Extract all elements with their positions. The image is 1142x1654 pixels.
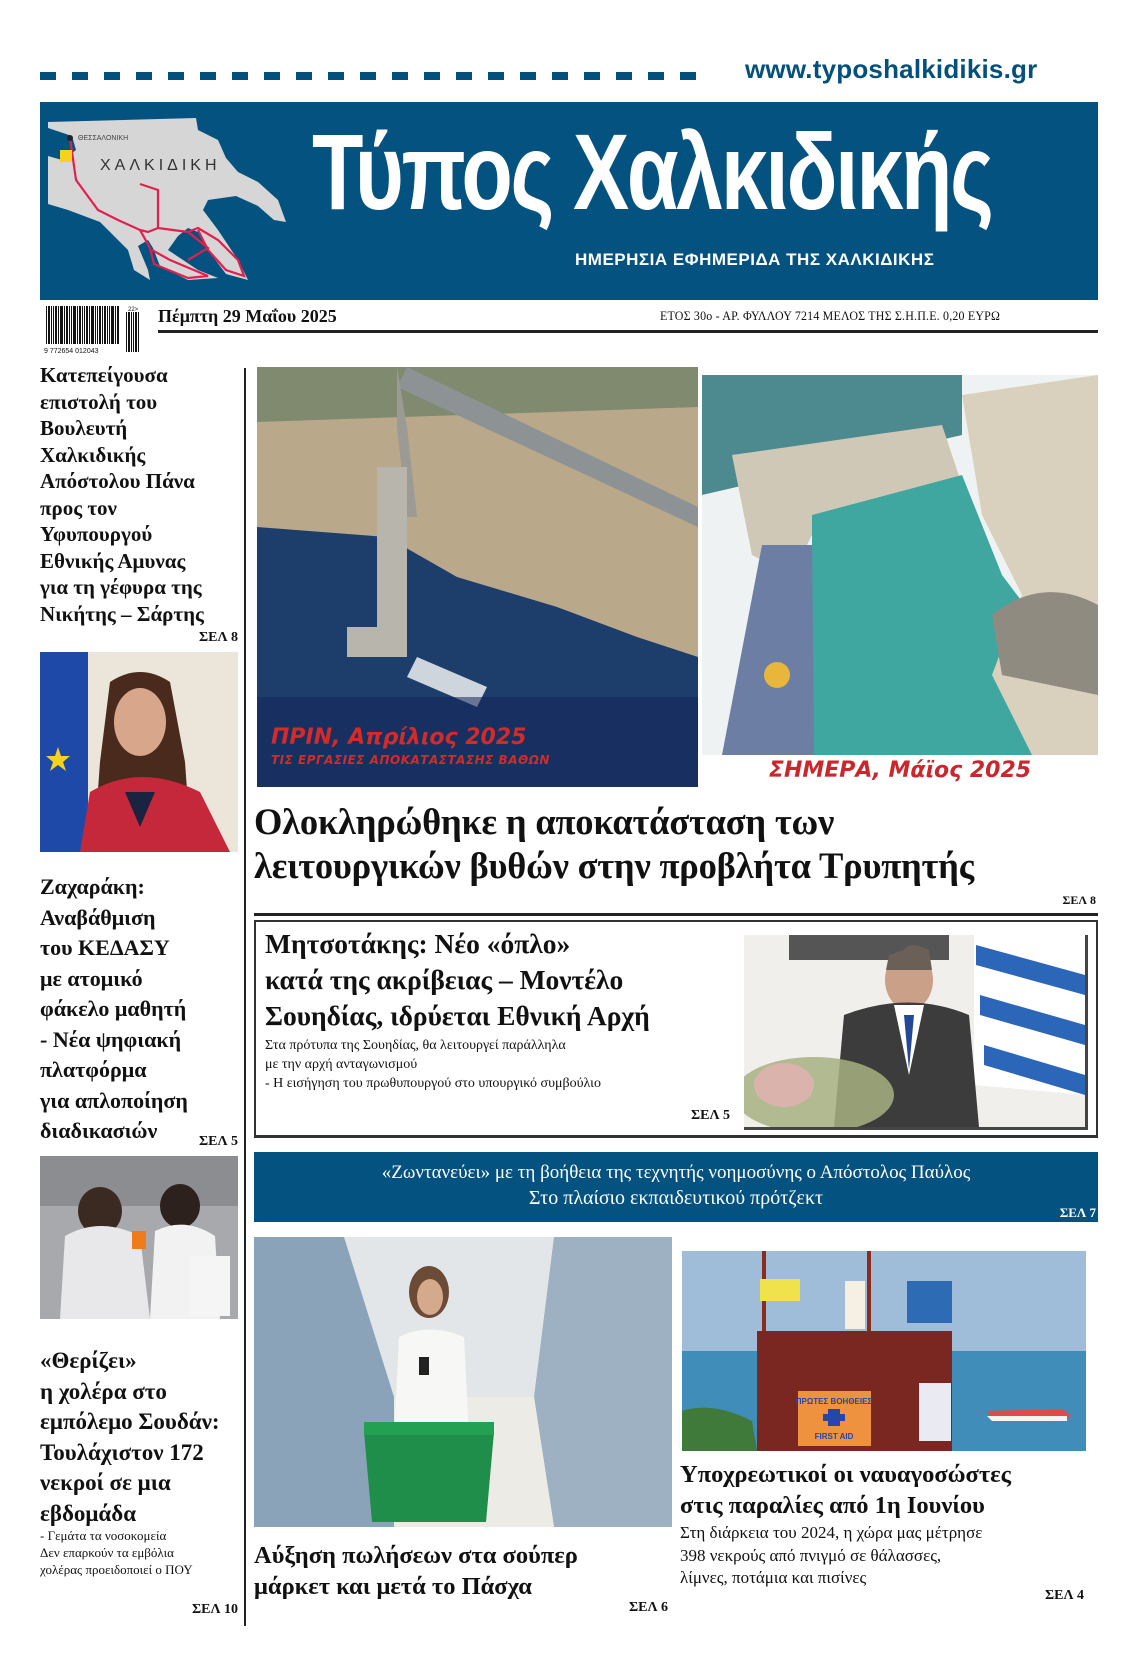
column-divider bbox=[244, 368, 246, 1626]
svg-text:ΠΡΙΝ, Απρίλιος 2025: ΠΡΙΝ, Απρίλιος 2025 bbox=[271, 725, 527, 750]
headline-line: η χολέρα στο bbox=[40, 1378, 167, 1404]
body-line: Στα πρότυπα της Σουηδίας, θα λειτουργεί παράλληλα bbox=[265, 1038, 566, 1053]
issue-info: ΕΤΟΣ 30ο - ΑΡ. ΦΥΛΛΟΥ 7214 ΜΕΛΟΣ ΤΗΣ Σ.Η.Π.Ε. 0,20 ΕΥΡΩ bbox=[660, 308, 1001, 323]
subline: χολέρας προειδοποιεί ο ΠΟΥ bbox=[40, 1562, 193, 1577]
page-ref: ΣΕΛ 7 bbox=[1059, 1205, 1096, 1220]
svg-text:FIRST AID: FIRST AID bbox=[814, 1432, 854, 1441]
headline-line: για απλοποίηση bbox=[40, 1087, 188, 1113]
svg-text:ΧΑΛΚΙΔΙΚΗ: ΧΑΛΚΙΔΙΚΗ bbox=[100, 157, 221, 174]
headline-line: φάκελο μαθητή bbox=[40, 996, 187, 1021]
lead-headline[interactable] bbox=[254, 800, 1098, 888]
headline-line: διαδικασιών bbox=[40, 1118, 158, 1143]
headline-line: προς τον bbox=[40, 495, 117, 520]
headline-line: στις παραλίες από 1η Ιουνίου bbox=[680, 1492, 985, 1519]
subline: - Γεμάτα τα νοσοκομεία bbox=[40, 1528, 167, 1543]
svg-text:9 772654 012043: 9 772654 012043 bbox=[44, 348, 99, 354]
photo-pier-after bbox=[702, 375, 1098, 755]
decorative-dashed-rule bbox=[40, 72, 740, 82]
lifeguard-headline[interactable] bbox=[680, 1459, 1100, 1521]
headline-line: κατά της ακρίβειας – Μοντέλο bbox=[265, 964, 624, 995]
headline-line: πλατφόρμα bbox=[40, 1057, 147, 1082]
headline-line: Νικήτης – Σάρτης bbox=[40, 601, 204, 626]
barcode bbox=[44, 306, 152, 354]
page-ref: ΣΕΛ 4 bbox=[1044, 1588, 1084, 1603]
headline-line: - Νέα ψηφιακή bbox=[40, 1026, 182, 1052]
headline-line: Ολοκληρώθηκε η αποκατάσταση των bbox=[254, 801, 835, 842]
website-link[interactable]: www.typoshalkidikis.gr bbox=[745, 54, 1038, 84]
dateline-rule bbox=[158, 330, 1098, 333]
headline-line: Μητσοτάκης: Νέο «όπλο» bbox=[265, 928, 571, 959]
svg-text:ΠΡΩΤΕΣ ΒΟΗΘΕΙΕΣ: ΠΡΩΤΕΣ ΒΟΗΘΕΙΕΣ bbox=[795, 1397, 873, 1406]
page-ref: ΣΕΛ 8 bbox=[198, 630, 238, 645]
mitsotakis-body bbox=[265, 1036, 735, 1093]
body-line: 398 νεκρούς από πνιγμό σε θάλασσες, bbox=[680, 1545, 942, 1565]
headline-line: Τουλάχιστον 172 bbox=[40, 1439, 204, 1465]
headline-line: για τη γέφυρα της bbox=[40, 575, 202, 599]
headline-line: Βουλευτή bbox=[40, 416, 128, 440]
subline: Δεν επαρκούν τα εμβόλια bbox=[40, 1545, 174, 1560]
issue-date: Πέμπτη 29 Μαΐου 2025 bbox=[158, 306, 337, 326]
headline-line: επιστολή του bbox=[40, 389, 158, 414]
headline-line: «Θερίζει» bbox=[40, 1348, 137, 1373]
body-line: Στη διάρκεια του 2024, η χώρα μας μέτρησε bbox=[680, 1523, 983, 1542]
headline-line: Υποχρεωτικοί οι ναυαγοσώστες bbox=[680, 1461, 1011, 1488]
svg-text:ΘΕΣΣΑΛΟΝΙΚΗ: ΘΕΣΣΑΛΟΝΙΚΗ bbox=[78, 135, 129, 142]
page-ref: ΣΕΛ 8 bbox=[1062, 893, 1096, 907]
svg-text:22>: 22> bbox=[128, 307, 139, 313]
headline-line: μάρκετ και μετά το Πάσχα bbox=[254, 1573, 532, 1600]
lifeguard-body bbox=[680, 1522, 1100, 1590]
mitsotakis-headline bbox=[265, 926, 725, 1034]
supermarket-headline[interactable] bbox=[254, 1540, 674, 1602]
headline-line: Χαλκιδικής bbox=[40, 442, 146, 467]
chalkidiki-map bbox=[48, 110, 296, 293]
banner-headline: «Ζωντανεύει» με τη βοήθεια της τεχνητής νοημοσύνης ο Απόστολος Παύλος bbox=[381, 1162, 971, 1183]
headline-line: Κατεπείγουσα bbox=[40, 363, 168, 387]
photo-lifeguard bbox=[682, 1251, 1086, 1451]
headline-line: νεκροί σε μια bbox=[40, 1470, 171, 1495]
headline-line: Σουηδίας, ιδρύεται Εθνική Αρχή bbox=[265, 1000, 650, 1031]
page-ref: ΣΕΛ 5 bbox=[690, 1108, 730, 1123]
story-cholera-sub bbox=[40, 1527, 240, 1578]
newspaper-title: Τύπος Χαλκιδικής bbox=[312, 111, 992, 232]
body-line: λίμνες, ποτάμια και πισίνες bbox=[680, 1568, 867, 1587]
headline-line: Υφυπουργού bbox=[40, 522, 153, 546]
headline-line: Απόστολου Πάνα bbox=[40, 469, 195, 493]
headline-line: Αναβάθμιση bbox=[40, 904, 156, 930]
headline-line: λειτουργικών βυθών στην προβλήτα Τρυπητής bbox=[254, 845, 974, 886]
newspaper-subtitle: ΗΜΕΡΗΣΙΑ ΕΦΗΜΕΡΙΔΑ ΤΗΣ ΧΑΛΚΙΔΙΚΗΣ bbox=[575, 250, 935, 269]
svg-text:ΤΙΣ ΕΡΓΑΣΙΕΣ ΑΠΟΚΑΤΑΣΤΑΣΗΣ ΒΑ: ΤΙΣ ΕΡΓΑΣΙΕΣ ΑΠΟΚΑΤΑΣΤΑΣΗΣ ΒΑΘΩΝ bbox=[271, 753, 550, 767]
headline-line: του ΚΕΔΑΣΥ bbox=[40, 935, 170, 960]
story-cholera[interactable] bbox=[40, 1346, 240, 1529]
headline-line: Ζαχαράκη: bbox=[40, 874, 145, 899]
photo-supermarket bbox=[254, 1237, 672, 1527]
headline-line: εβδομάδα bbox=[40, 1500, 137, 1526]
body-line: με την αρχή ανταγωνισμού bbox=[265, 1057, 418, 1072]
body-line: - Η εισήγηση του πρωθυπουργού στο υπουργικό συμβούλιο bbox=[265, 1076, 601, 1091]
headline-line: Αύξηση πωλήσεων στα σούπερ bbox=[254, 1542, 578, 1569]
headline-line: με ατομικό bbox=[40, 965, 143, 991]
photo-mitsotakis bbox=[744, 935, 1088, 1130]
headline-line: Εθνικής Αμυνας bbox=[40, 548, 186, 573]
page-ref: ΣΕΛ 5 bbox=[198, 1134, 238, 1149]
section-rule bbox=[254, 913, 1098, 916]
banner-subheadline: Στο πλαίσιο εκπαιδευτικού πρότζεκτ bbox=[528, 1187, 824, 1209]
page-ref: ΣΕΛ 10 bbox=[191, 1602, 238, 1617]
photo-zacharaki bbox=[40, 652, 238, 852]
page-ref: ΣΕΛ 6 bbox=[628, 1600, 668, 1615]
story-kedasy[interactable] bbox=[40, 872, 240, 1147]
photo-pier-before bbox=[257, 367, 698, 787]
story-bridge-letter[interactable] bbox=[40, 362, 240, 627]
photo-cholera bbox=[40, 1156, 238, 1319]
headline-line: εμπόλεμο Σουδάν: bbox=[40, 1409, 220, 1434]
photo-after-caption: ΣΗΜΕΡΑ, Μάϊος 2025 bbox=[768, 758, 1032, 783]
